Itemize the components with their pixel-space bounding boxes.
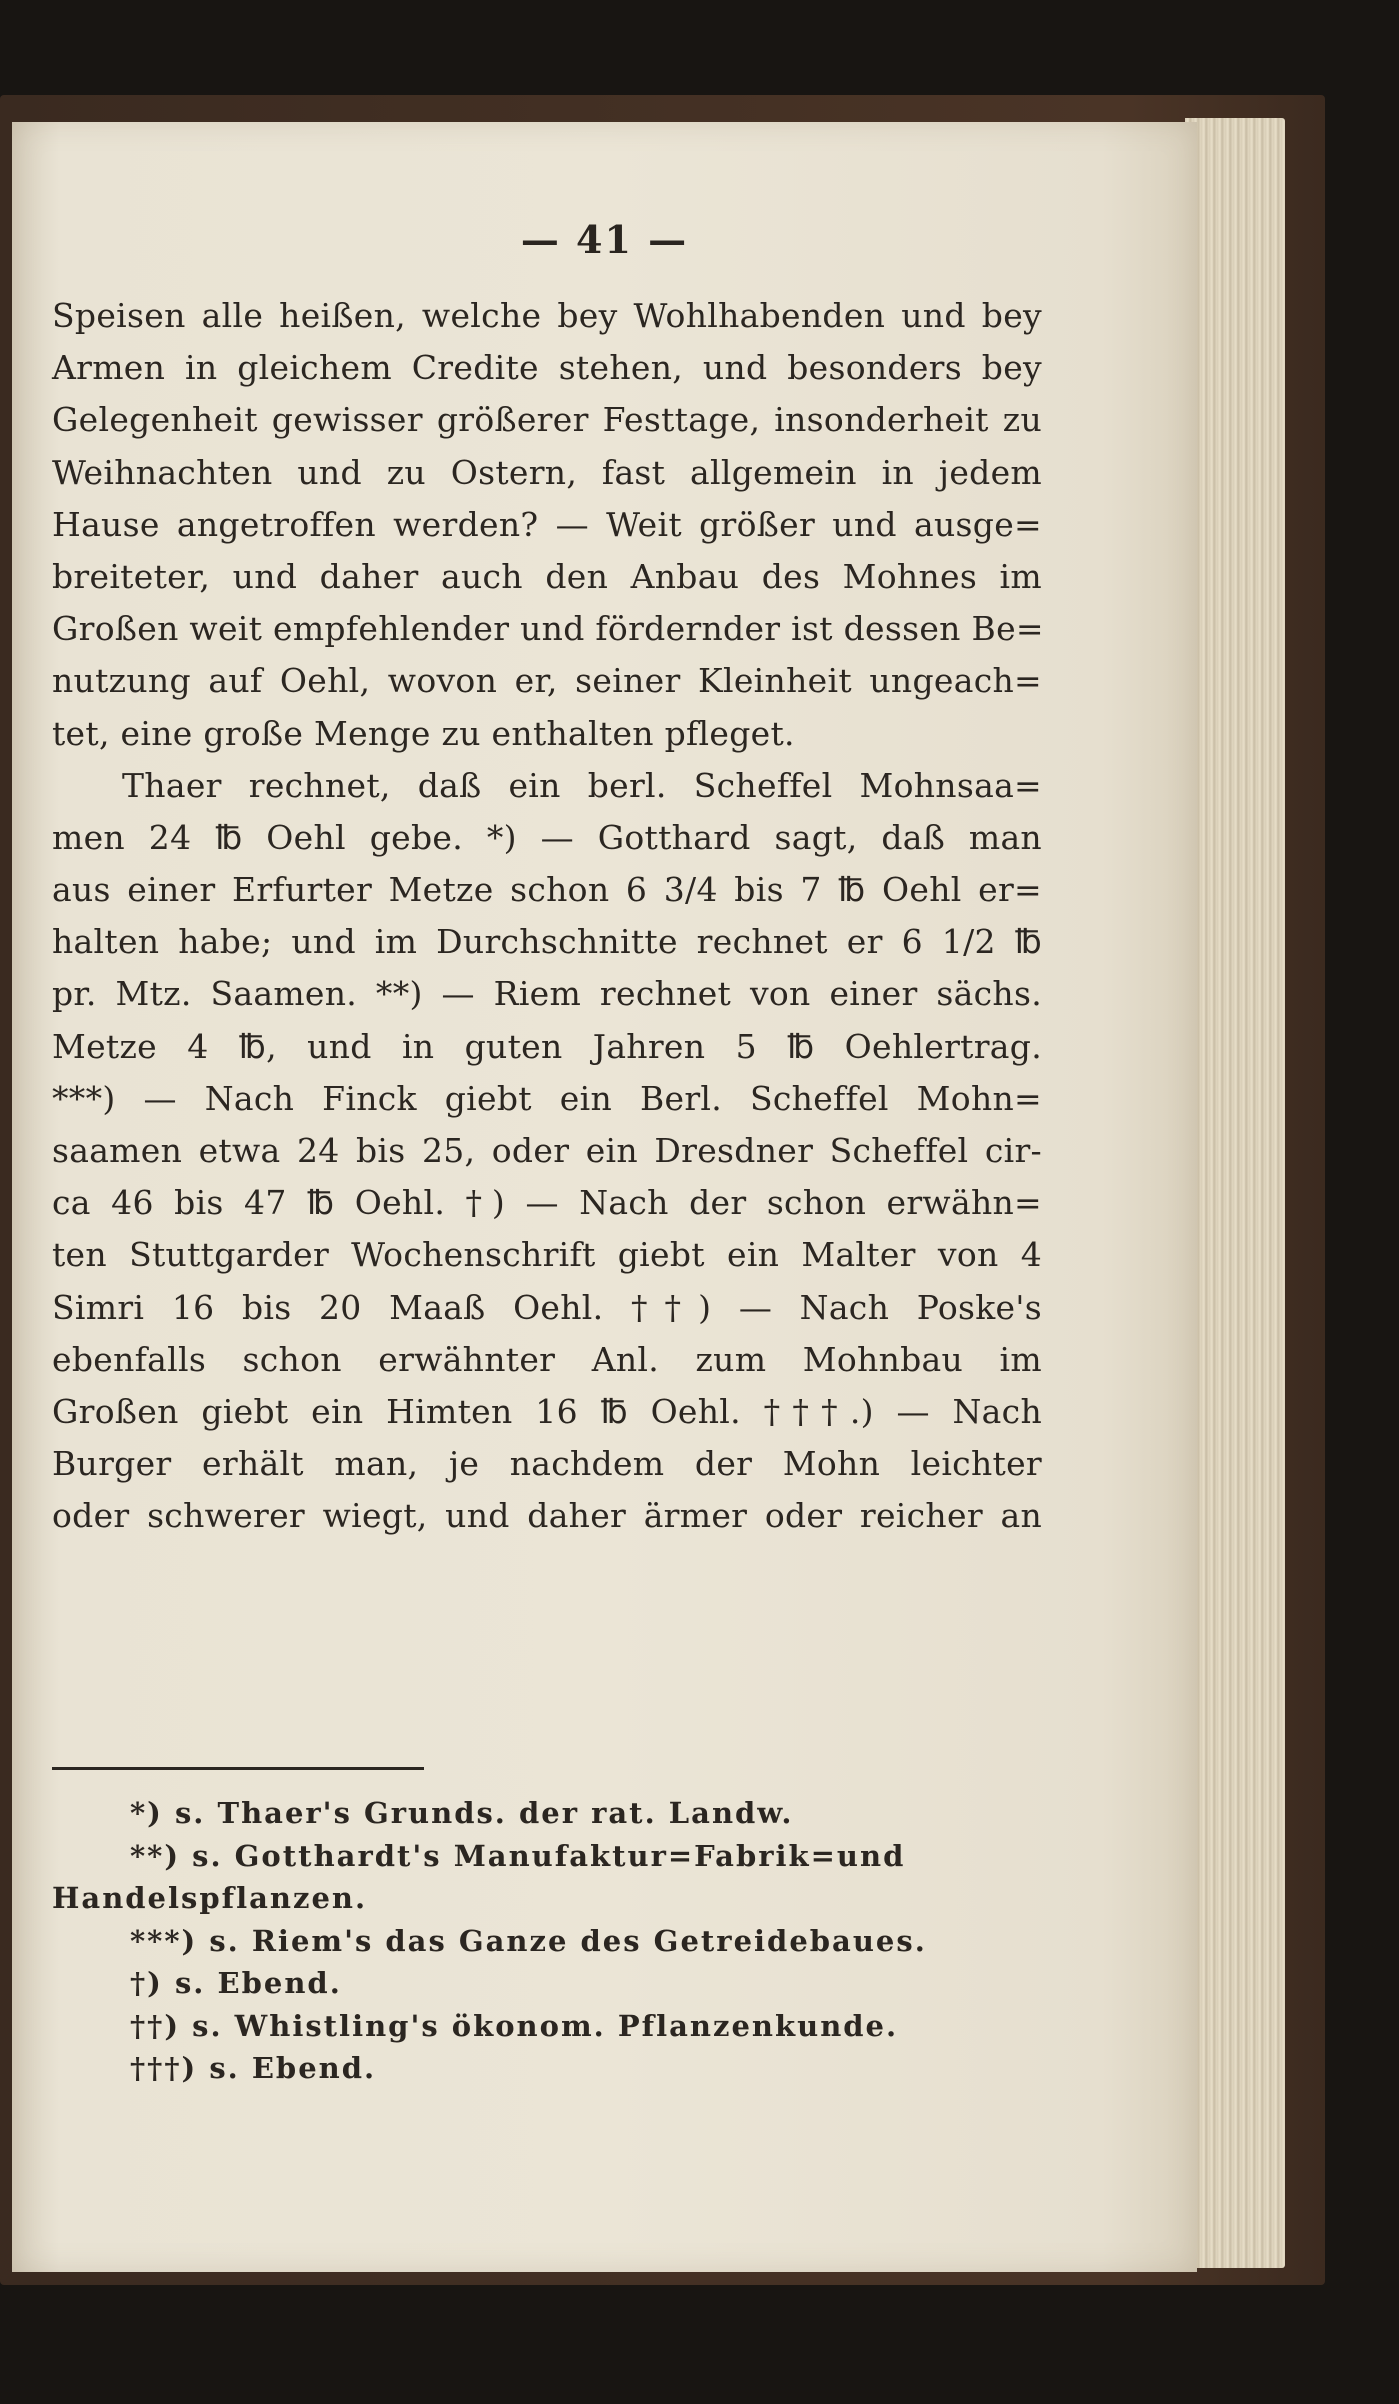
text-line: Gelegenheit gewisser größerer Festtage, insonderheit zu [52, 400, 1042, 440]
text-line: Weihnachten und zu Ostern, fast allgemein in jedem [52, 452, 1042, 492]
text-line: Hause angetroffen werden? — Weit größer und ausge= [52, 504, 1042, 544]
page-edges [1185, 118, 1285, 2268]
text-line: Großen giebt ein Himten 16 ℔ Oehl. †††.) — Nach [52, 1391, 1042, 1431]
text-line: halten habe; und im Durchschnitte rechnet er 6 1/2 ℔ [52, 922, 1042, 962]
text-line: breiteter, und daher auch den Anbau des Mohnes im [52, 556, 1042, 596]
text-line: ca 46 bis 47 ℔ Oehl. †) — Nach der schon erwähn= [52, 1183, 1042, 1223]
text-line: Simri 16 bis 20 Maaß Oehl. ††) — Nach Poske's [52, 1287, 1042, 1327]
book-page [12, 122, 1197, 2272]
text-line: Speisen alle heißen, welche bey Wohlhabenden und bey [52, 296, 1042, 335]
text-line: nutzung auf Oehl, wovon er, seiner Kleinheit ungeach= [52, 661, 1042, 701]
footnotes [52, 1792, 1042, 2090]
footnote: †††) s. Ebend. [130, 2051, 377, 2085]
text-line: aus einer Erfurter Metze schon 6 3/4 bis 7 ℔ Oehl er= [52, 870, 1042, 910]
text-line: ebenfalls schon erwähnter Anl. zum Mohnbau im [52, 1339, 1042, 1379]
text-line: saamen etwa 24 bis 25, oder ein Dresdner Scheffel cir- [52, 1131, 1042, 1170]
text-line: men 24 ℔ Oehl gebe. *) — Gotthard sagt, daß man [52, 817, 1042, 857]
footnote: †) s. Ebend. [130, 1966, 342, 2000]
text-line: ***) — Nach Finck giebt ein Berl. Scheffel Mohn= [52, 1078, 1042, 1118]
footnote: ***) s. Riem's das Ganze des Getreidebaues. [130, 1923, 927, 1958]
footnote-rule [52, 1767, 424, 1770]
text-line: Burger erhält man, je nachdem der Mohn leichter [52, 1444, 1042, 1484]
text-line: oder schwerer wiegt, und daher ärmer oder reicher an [52, 1496, 1042, 1536]
footnote: **) s. Gotthardt's Manufaktur=Fabrik=und [130, 1838, 906, 1873]
text-line: tet, eine große Menge zu enthalten pfleget. [52, 713, 795, 753]
text-line: pr. Mtz. Saamen. **) — Riem rechnet von einer sächs. [52, 974, 1042, 1014]
text-line: ten Stuttgarder Wochenschrift giebt ein Malter von 4 [52, 1235, 1042, 1275]
text-line: Armen in gleichem Credite stehen, und besonders bey [52, 348, 1042, 388]
text-line: Großen weit empfehlender und fördernder ist dessen Be= [52, 609, 1044, 649]
footnote: ††) s. Whistling's ökonom. Pflanzenkunde. [130, 2008, 899, 2043]
page-number: — 41 — [520, 217, 689, 262]
body-text [52, 290, 1042, 1543]
text-line: Thaer rechnet, daß ein berl. Scheffel Mohnsaa= [122, 765, 1042, 805]
text-line: Metze 4 ℔, und in guten Jahren 5 ℔ Oehlertrag. [52, 1026, 1042, 1066]
footnote: *) s. Thaer's Grunds. der rat. Landw. [130, 1796, 794, 1830]
footnote: Handelspflanzen. [52, 1881, 368, 1915]
